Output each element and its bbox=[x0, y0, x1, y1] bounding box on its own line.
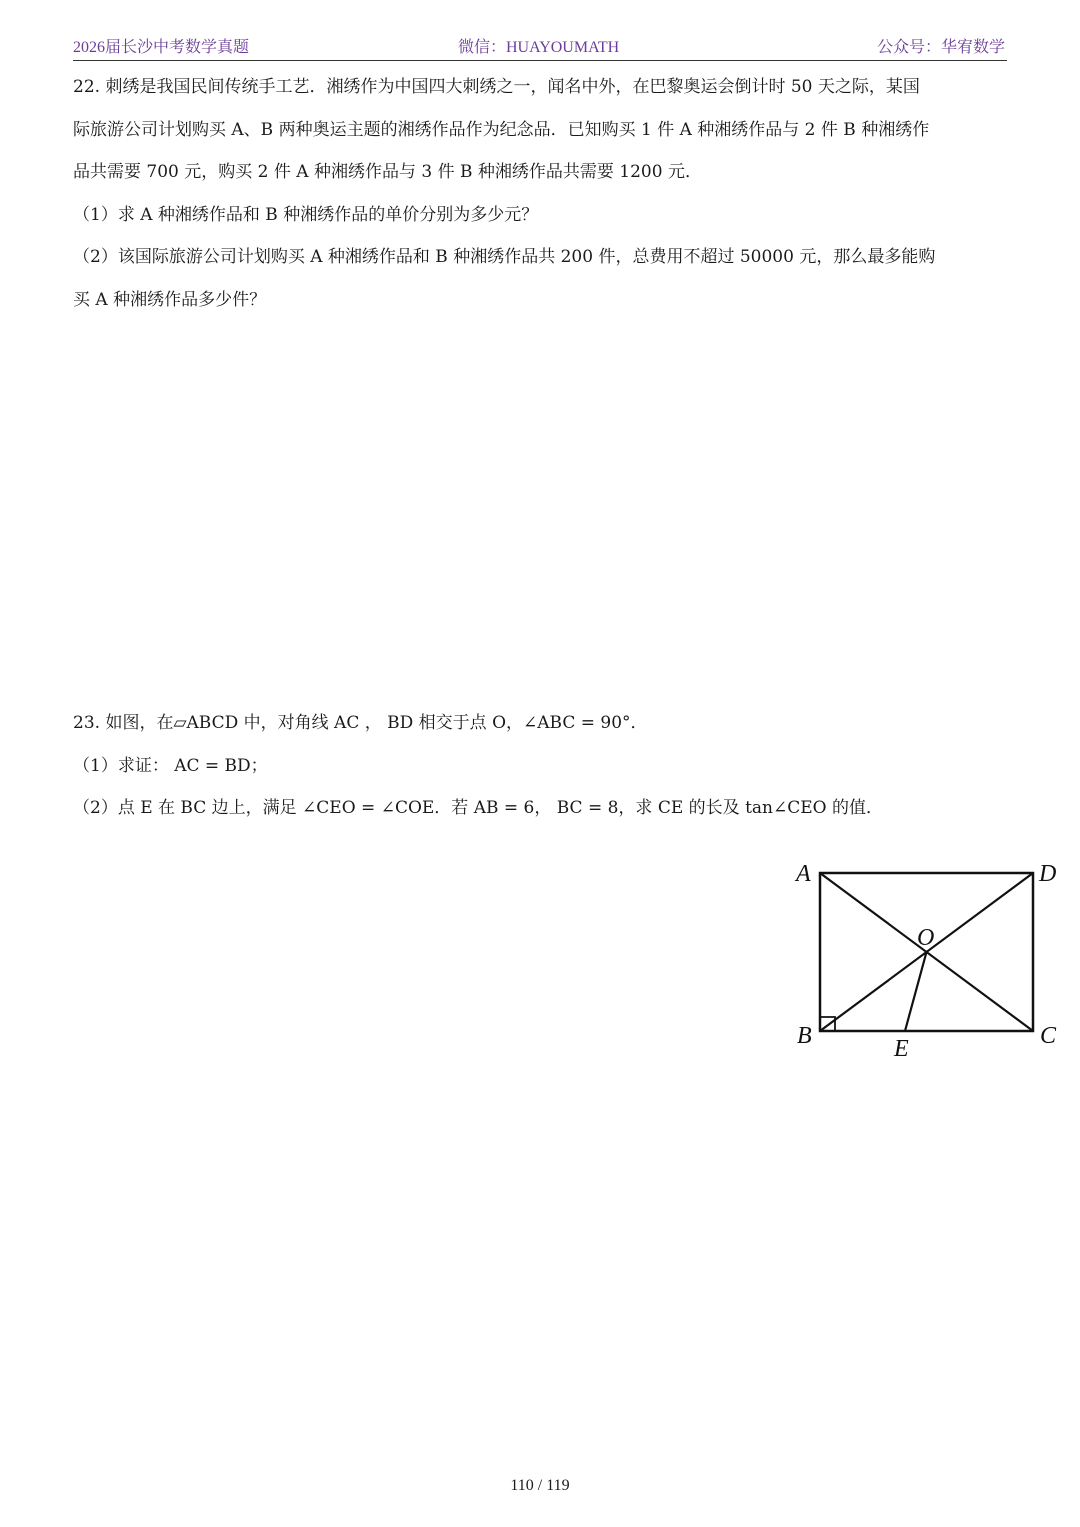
question-22 bbox=[73, 66, 1013, 321]
label-c: C bbox=[1040, 1023, 1057, 1049]
geometry-figure bbox=[790, 858, 1070, 1068]
q22-part-2-line-1: （2）该国际旅游公司计划购买 A 种湘绣作品和 B 种湘绣作品共 200 件，总费用不超过 50000 元，那么最多能购 bbox=[73, 247, 936, 267]
q22-stem-line-2: 际旅游公司计划购买 A、B 两种奥运主题的湘绣作品作为纪念品．已知购买 1 件 A 种湘绣作品与 2 件 B 种湘绣作 bbox=[73, 119, 930, 140]
page-header bbox=[73, 30, 1007, 61]
label-b: B bbox=[797, 1023, 812, 1049]
rectangle-diagram bbox=[790, 858, 1070, 1068]
q22-part-1: （1）求 A 种湘绣作品和 B 种湘绣作品的单价分别为多少元？ bbox=[73, 204, 539, 225]
q22-part-2-line-2: 买 A 种湘绣作品多少件？ bbox=[73, 289, 267, 310]
page-number: 110 / 119 bbox=[510, 1477, 570, 1494]
label-d: D bbox=[1039, 861, 1057, 887]
q22-stem-line-1: 22. 刺绣是我国民间传统手工艺．湘绣作为中国四大刺绣之一，闻名中外，在巴黎奥运会倒计时 50 天之际，某国 bbox=[73, 77, 920, 97]
q22-stem-line-3: 品共需要 700 元，购买 2 件 A 种湘绣作品与 3 件 B 种湘绣作品共需要 1200 元． bbox=[73, 162, 702, 182]
question-23 bbox=[73, 702, 1013, 830]
header-official-account: 公众号：华宥数学 bbox=[876, 39, 1005, 56]
label-o: O bbox=[917, 925, 935, 951]
segment-oe bbox=[905, 952, 927, 1031]
q23-stem: 23. 如图，在▱ABCD 中，对角线 AC ， BD 相交于点 O，∠ABC = 90°． bbox=[73, 713, 648, 733]
q23-part-2: （2）点 E 在 BC 边上，满足 ∠CEO = ∠COE．若 AB = 6， BC = 8，求 CE 的长及 tan∠CEO 的值． bbox=[73, 798, 883, 818]
q23-part-1: （1）求证： AC = BD； bbox=[73, 755, 268, 776]
label-a: A bbox=[796, 861, 811, 887]
header-title: 2026届长沙中考数学真题 bbox=[73, 39, 250, 56]
label-e: E bbox=[894, 1036, 909, 1062]
header-wechat: 微信：HUAYOUMATH bbox=[458, 39, 620, 56]
